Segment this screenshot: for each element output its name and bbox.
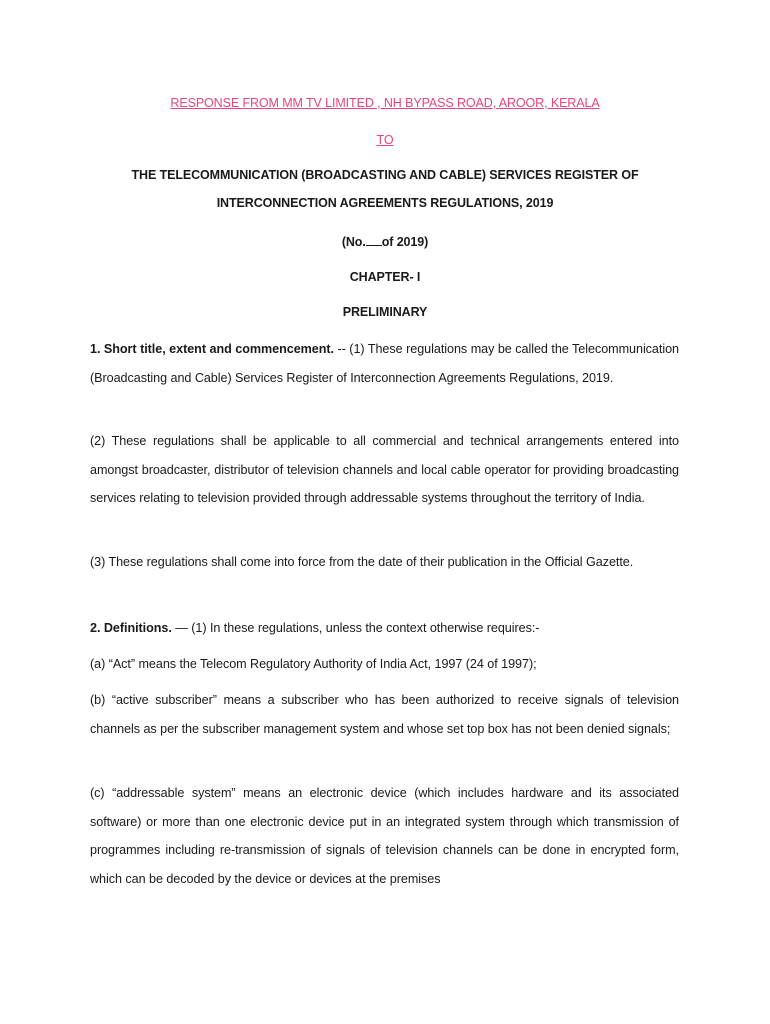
section-1-text: -- (1) These regulations may be called the Telecommunication (Broadcasting and Cable) Services Register of Interconnection Agreements Regulations, 2019. xyxy=(90,342,679,385)
regulation-number xyxy=(90,234,680,249)
section-2-text: — (1) In these regulations, unless the context otherwise requires:- xyxy=(171,621,540,635)
regulation-title-line-1: THE TELECOMMUNICATION (BROADCASTING AND CABLE) SERVICES REGISTER OF xyxy=(131,168,639,182)
number-prefix: (No. xyxy=(341,235,366,249)
definition-b: (b) “active subscriber” means a subscriber who has been authorized to receive signals of television channels as per the subscriber management system and whose set top box has not been denied signals; xyxy=(90,693,679,736)
number-blank xyxy=(366,234,382,246)
section-1-paragraph-1 xyxy=(90,335,679,392)
section-1-paragraph-3: (3) These regulations shall come into force from the date of their publication in the Official Gazette. xyxy=(90,555,634,569)
number-suffix: of 2019) xyxy=(381,235,429,249)
section-2-heading: 2. Definitions. xyxy=(90,621,172,635)
section-1-heading: 1. Short title, extent and commencement. xyxy=(90,342,334,356)
response-heading xyxy=(90,96,680,110)
to-heading xyxy=(90,133,680,147)
preliminary-heading: PRELIMINARY xyxy=(342,305,428,319)
to-link[interactable]: TO xyxy=(376,133,394,147)
definition-a: (a) “Act” means the Telecom Regulatory Authority of India Act, 1997 (24 of 1997); xyxy=(90,657,537,671)
response-from-link[interactable]: RESPONSE FROM MM TV LIMITED , NH BYPASS ROAD, AROOR, KERALA xyxy=(170,96,600,110)
section-1-paragraph-2: (2) These regulations shall be applicable to all commercial and technical arrangements entered into amongst broadcaster, distributor of television channels and local cable operator for providing broadcasting services relating to television provided through addressable systems throughout the territory of India. xyxy=(90,434,679,505)
definition-c: (c) “addressable system” means an electronic device (which includes hardware and its associated software) or more than one electronic device put in an integrated system through which transmission of programmes including re-transmission of signals of television channels can be done in encrypted form, which can be decoded by the device or devices at the premises xyxy=(90,786,679,886)
regulation-title-line-2: INTERCONNECTION AGREEMENTS REGULATIONS, 2019 xyxy=(216,196,554,210)
chapter-heading: CHAPTER- I xyxy=(349,270,421,284)
section-2-paragraph-1 xyxy=(90,614,679,643)
